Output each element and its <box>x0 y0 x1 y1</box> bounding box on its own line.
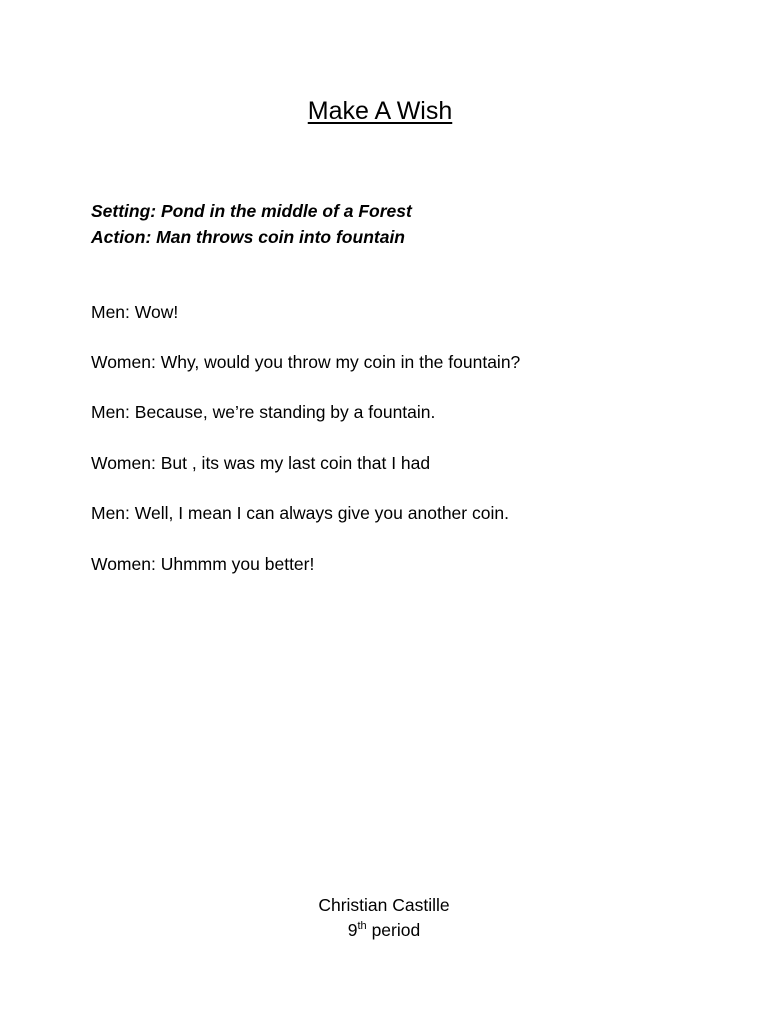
period-label: period <box>371 920 421 940</box>
dialogue-line: Men: Because, we’re standing by a fountain. <box>91 402 436 422</box>
dialogue-line: Men: Wow! <box>91 302 179 322</box>
period-number: 9 <box>347 920 358 940</box>
author-signature <box>284 893 484 943</box>
dialogue-line: Women: Why, would you throw my coin in the fountain? <box>91 352 521 372</box>
dialogue-line: Women: Uhmmm you better! <box>91 554 315 574</box>
period-suffix: th <box>357 920 367 933</box>
author-name: Christian Castille <box>318 895 450 915</box>
class-period <box>284 918 484 943</box>
setting-direction: Setting: Pond in the middle of a Forest <box>91 201 412 221</box>
dialogue-line: Women: But , its was my last coin that I had <box>91 453 431 473</box>
action-direction: Action: Man throws coin into fountain <box>91 227 405 247</box>
document-title: Make A Wish <box>307 97 453 125</box>
dialogue-line: Men: Well, I mean I can always give you another coin. <box>91 503 509 523</box>
